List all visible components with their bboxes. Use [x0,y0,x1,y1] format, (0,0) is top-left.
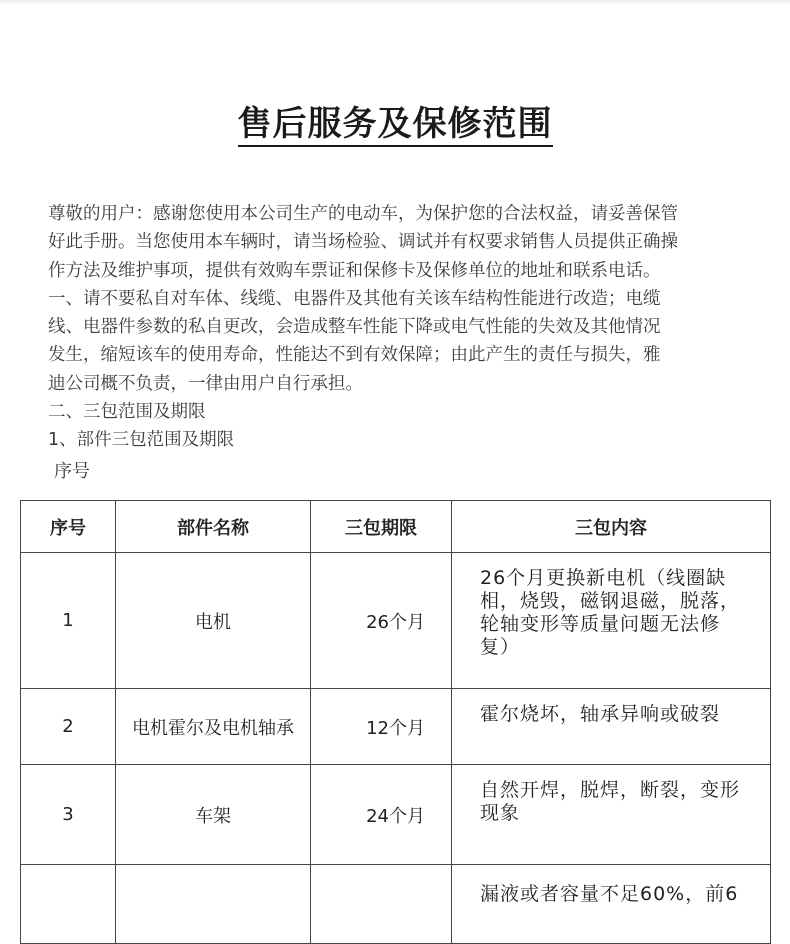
warranty-table [20,500,771,944]
cell-period: 24个月 [311,765,452,865]
header-part-name: 部件名称 [116,501,311,553]
paragraph-line: 一、请不要私自对车体、线缆、电器件及其他有关该车结构性能进行改造；电缆 [48,288,661,309]
cell-part-name: 电机霍尔及电机轴承 [116,689,311,765]
cell-period: 26个月 [311,553,452,689]
cell-part-name: 车架 [116,765,311,865]
cell-content: 霍尔烧坏，轴承异响或破裂 [452,689,771,765]
paragraph-line: 发生，缩短该车的使用寿命，性能达不到有效保障；由此产生的责任与损失，雅 [48,345,661,366]
cell-period: 12个月 [311,689,452,765]
paragraph-line: 作方法及维护事项，提供有效购车票证和保修卡及保修单位的地址和联系电话。 [48,260,661,281]
warranty-table-wrapper [20,500,770,944]
header-serial: 序号 [21,501,116,553]
paragraph-line: 好此手册。当您使用本车辆时，请当场检验、调试并有权要求销售人员提供正确操 [48,232,678,253]
cell-period [311,865,452,944]
cell-part-name: 电机 [116,553,311,689]
cell-serial: 1 [21,553,116,689]
table-row [21,765,771,865]
table-row [21,553,771,689]
cell-content: 漏液或者容量不足60%，前6 [452,865,771,944]
paragraph-line: 线、电器件参数的私自更改，会造成整车性能下降或电气性能的失效及其他情况 [48,317,661,338]
page-title [0,102,790,146]
page-title-text: 售后服务及保修范围 [238,104,553,147]
header-content: 三包内容 [452,501,771,553]
section-heading: 二、三包范围及期限 [48,402,206,423]
paragraph-line: 尊敬的用户：感谢您使用本公司生产的电动车，为保护您的合法权益，请妥善保管 [48,204,678,224]
top-divider [0,0,790,4]
cell-serial: 2 [21,689,116,765]
cell-content: 26个月更换新电机（线圈缺相，烧毁，磁钢退磁，脱落，轮轴变形等质量问题无法修复） [452,553,771,689]
intro-text [48,200,758,455]
table-row [21,689,771,765]
cell-part-name [116,865,311,944]
header-period: 三包期限 [311,501,452,553]
table-header-row [21,501,771,553]
cell-serial: 3 [21,765,116,865]
cell-content: 自然开焊，脱焊，断裂，变形现象 [452,765,771,865]
table-row [21,865,771,944]
paragraph-line: 迪公司概不负责，一律由用户自行承担。 [48,373,363,394]
subsection-heading: 1、部件三包范围及期限 [48,430,235,451]
serial-label: 序号 [54,461,90,482]
cell-serial [21,865,116,944]
